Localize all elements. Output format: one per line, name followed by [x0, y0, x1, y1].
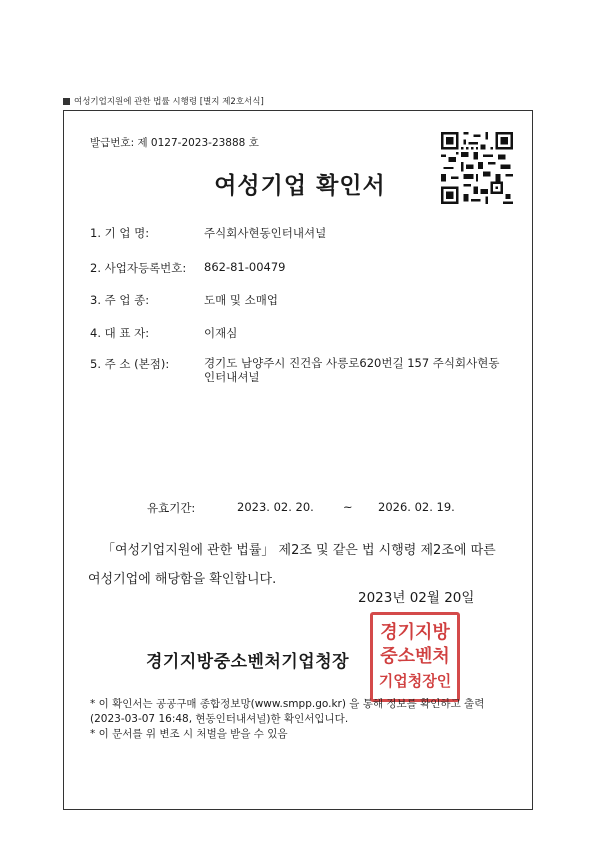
field-label: 1. 기 업 명:	[90, 226, 150, 240]
validity-separator: ~	[343, 500, 353, 514]
field-value: 이재심	[204, 326, 238, 340]
validity-start-date: 2023. 02. 20.	[237, 500, 314, 514]
field-value: 862-81-00479	[204, 260, 286, 274]
footnotes	[90, 697, 500, 742]
seal-line-1: 경기지방	[380, 622, 450, 643]
issue-date: 2023년 02월 20일	[358, 590, 475, 606]
seal-line-2: 중소벤처	[380, 646, 450, 667]
issue-number: 발급번호: 제 0127-2023-23888 호	[90, 137, 259, 149]
issuing-office: 경기지방중소벤처기업청장	[146, 652, 350, 672]
footnote-verification: * 이 확인서는 공공구매 종합정보망(www.smpp.go.kr) 을 통해 정보를 확인하고 출력(2023-03-07 16:48, 현동인터내셔널)한 확인서입니다.	[90, 698, 485, 725]
seal-line-3: 기업청장인	[378, 672, 452, 690]
footnote-forgery-warning: * 이 문서를 위 변조 시 처벌을 받을 수 있음	[90, 728, 288, 740]
statement-line-2: 여성기업에 해당함을 확인합니다.	[88, 572, 277, 587]
form-reference-note	[63, 95, 264, 107]
square-bullet-icon	[63, 98, 70, 105]
document-title: 여성기업 확인서	[214, 173, 386, 199]
field-label: 5. 주 소 (본점):	[90, 357, 170, 371]
field-label: 3. 주 업 종:	[90, 293, 150, 307]
validity-end-date: 2026. 02. 19.	[378, 500, 455, 514]
field-value: 주식회사현동인터내셔널	[204, 226, 327, 240]
field-value: 경기도 남양주시 진건읍 사릉로620번길 157 주식회사현동인터내셔널	[204, 356, 500, 384]
field-label: 4. 대 표 자:	[90, 326, 150, 340]
validity-label: 유효기간:	[147, 501, 196, 515]
form-reference-text: 여성기업지원에 관한 법률 시행령 [별지 제2호서식]	[74, 97, 264, 107]
field-label: 2. 사업자등록번호:	[90, 261, 187, 275]
official-seal-stamp	[370, 612, 460, 702]
field-value: 도매 및 소매업	[204, 293, 278, 307]
statement-line-1: 「여성기업지원에 관한 법률」 제2조 및 같은 법 시행령 제2조에 따른	[102, 543, 496, 558]
